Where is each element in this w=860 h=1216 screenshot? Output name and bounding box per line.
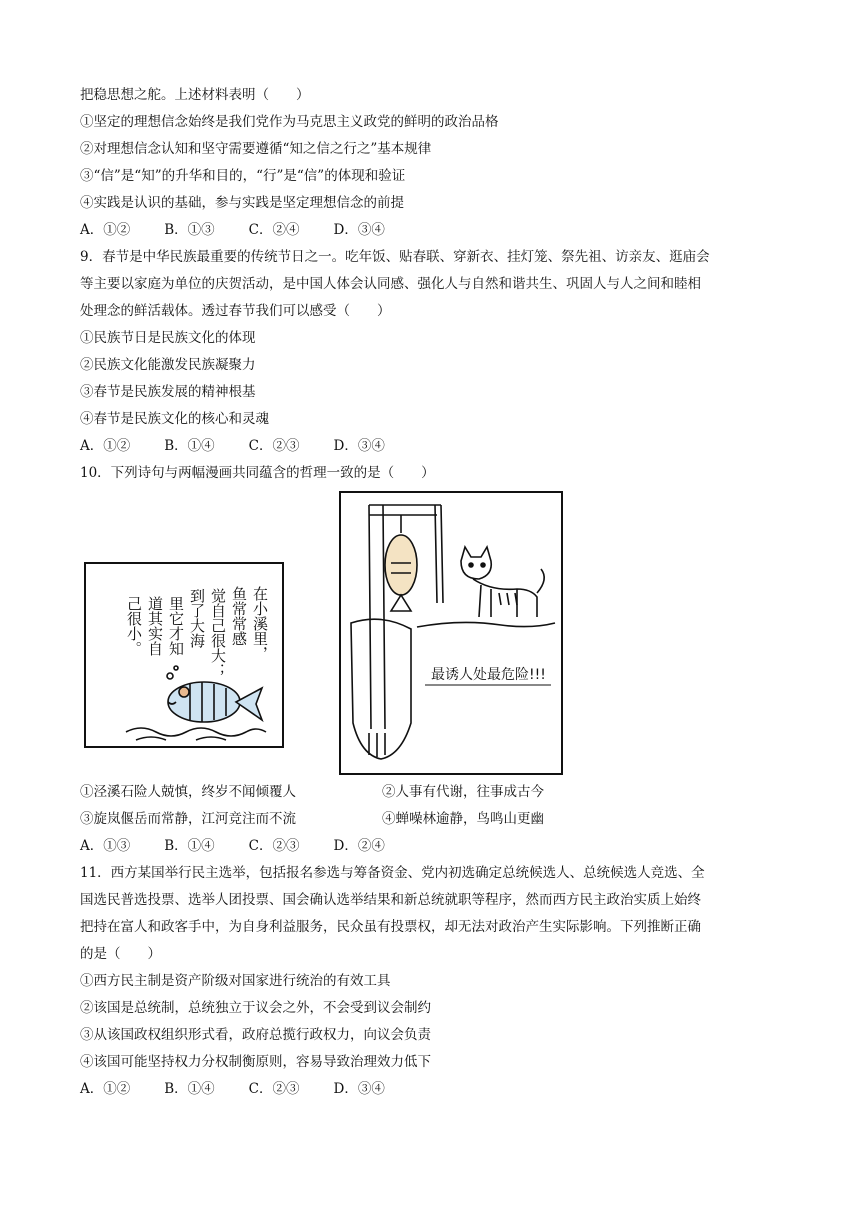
q9-statement-1: ①民族节日是民族文化的体现 <box>80 330 256 346</box>
comic1-col-3: 觉自己很大； <box>209 588 227 678</box>
q11-statement-1: ①西方民主制是资产阶级对国家进行统治的有效工具 <box>80 973 391 989</box>
q11-statement-3: ③从该国政权组织形式看，政府总揽行政权力，向议会负责 <box>80 1027 431 1043</box>
comic1-col-6: 道其实自 <box>146 596 164 656</box>
q9-statement-2: ②民族文化能激发民族凝聚力 <box>80 357 256 373</box>
bait-drawing <box>351 505 555 759</box>
q11-stem-line-3: 把持在富人和政客手中，为自身利益服务，民众虽有投票权，却无法对政治产生实际影响。下列推断正确 <box>80 919 701 935</box>
q8-statement-4: ④实践是认识的基础，参与实践是坚定理想信念的前提 <box>80 195 404 211</box>
comic1-col-5: 里它才知 <box>167 596 185 656</box>
q10-statement-2: ②人事有代谢，往事成古今 <box>382 784 544 800</box>
q8-statement-1: ①坚定的理想信念始终是我们党作为马克思主义政党的鲜明的政治品格 <box>80 114 499 130</box>
q10-statement-3: ③旋岚偃岳而常静，江河竞注而不流 <box>80 811 296 827</box>
q11-choice-b[interactable]: B．①④ <box>164 1081 215 1097</box>
q11-choice-d[interactable]: D．③④ <box>333 1081 385 1097</box>
q9-stem-line-3: 处理念的鲜活载体。透过春节我们可以感受（ ） <box>80 303 391 319</box>
q10-choice-c[interactable]: C．②③ <box>248 838 300 854</box>
q8-statement-3: ③“信”是“知”的升华和目的，“行”是“信”的体现和验证 <box>80 168 406 184</box>
q10-choice-a[interactable]: A．①③ <box>80 838 131 854</box>
q8-stem-tail: 把稳思想之舵。上述材料表明（ ） <box>80 87 310 103</box>
q9-statement-3: ③春节是民族发展的精神根基 <box>80 384 256 400</box>
q10-choices <box>80 836 419 856</box>
q10-choice-d[interactable]: D．②④ <box>333 838 385 854</box>
q10-statements-row-1 <box>80 782 544 802</box>
q11-choices <box>80 1079 419 1099</box>
comic1-col-1: 在小溪里， <box>251 586 269 661</box>
q10-choice-b[interactable]: B．①④ <box>164 838 215 854</box>
comic1-col-2: 鱼常常感 <box>230 586 248 646</box>
comic1-col-7: 己很小。 <box>125 596 143 656</box>
q11-choice-c[interactable]: C．②③ <box>248 1081 300 1097</box>
q11-statement-4: ④该国可能坚持权力分权制衡原则，容易导致治理效力低下 <box>80 1054 431 1070</box>
q11-choice-a[interactable]: A．①② <box>80 1081 131 1097</box>
q8-choice-c[interactable]: C．②④ <box>248 222 300 238</box>
q9-statement-4: ④春节是民族文化的核心和灵魂 <box>80 411 269 427</box>
q9-choice-d[interactable]: D．③④ <box>333 438 385 454</box>
q9-choices <box>80 436 419 456</box>
q9-choice-b[interactable]: B．①④ <box>164 438 215 454</box>
q11-statement-2: ②该国是总统制，总统独立于议会之外，不会受到议会制约 <box>80 1000 431 1016</box>
q10-stem: 10．下列诗句与两幅漫画共同蕴含的哲理一致的是（ ） <box>80 465 435 481</box>
q11-stem-line-4: 的是（ ） <box>80 946 161 962</box>
q11-stem-line-1: 11．西方某国举行民主选举，包括报名参选与筹备资金、党内初选确定总统候选人、总统候选人竞选、全 <box>80 865 705 881</box>
q9-choice-c[interactable]: C．②③ <box>248 438 300 454</box>
q9-stem-line-1: 9．春节是中华民族最重要的传统节日之一。吃年饭、贴春联、穿新衣、挂灯笼、祭先祖、访亲友、逛庙会 <box>80 249 710 265</box>
q11-stem-line-2: 国选民普选投票、选举人团投票、国会确认选举结果和新总统就职等程序，然而西方民主政治实质上始终 <box>80 892 701 908</box>
q10-statements-row-2 <box>80 809 544 829</box>
q8-choice-a[interactable]: A．①② <box>80 222 131 238</box>
q10-statement-4: ④蝉噪林逾静，鸟鸣山更幽 <box>382 811 544 827</box>
q9-choice-a[interactable]: A．①② <box>80 438 131 454</box>
comic2-caption: 最诱人处最危险!!! <box>431 667 546 683</box>
comic1-col-4: 到了大海 <box>188 588 206 648</box>
comic-cat-bait <box>339 491 563 775</box>
cat-drawing <box>461 547 544 617</box>
q8-choices <box>80 220 419 240</box>
q9-stem-line-2: 等主要以家庭为单位的庆贺活动，是中国人体会认同感、强化人与自然和谐共生、巩固人与人之间和睦相 <box>80 276 701 292</box>
q8-statement-2: ②对理想信念认知和坚守需要遵循“知之信之行之”基本规律 <box>80 141 432 157</box>
comic-fish <box>84 562 284 748</box>
q10-statement-1: ①泾溪石险人兢慎，终岁不闻倾覆人 <box>80 784 296 800</box>
fish-drawing <box>126 666 266 740</box>
q8-choice-b[interactable]: B．①③ <box>164 222 215 238</box>
q8-choice-d[interactable]: D．③④ <box>333 222 385 238</box>
